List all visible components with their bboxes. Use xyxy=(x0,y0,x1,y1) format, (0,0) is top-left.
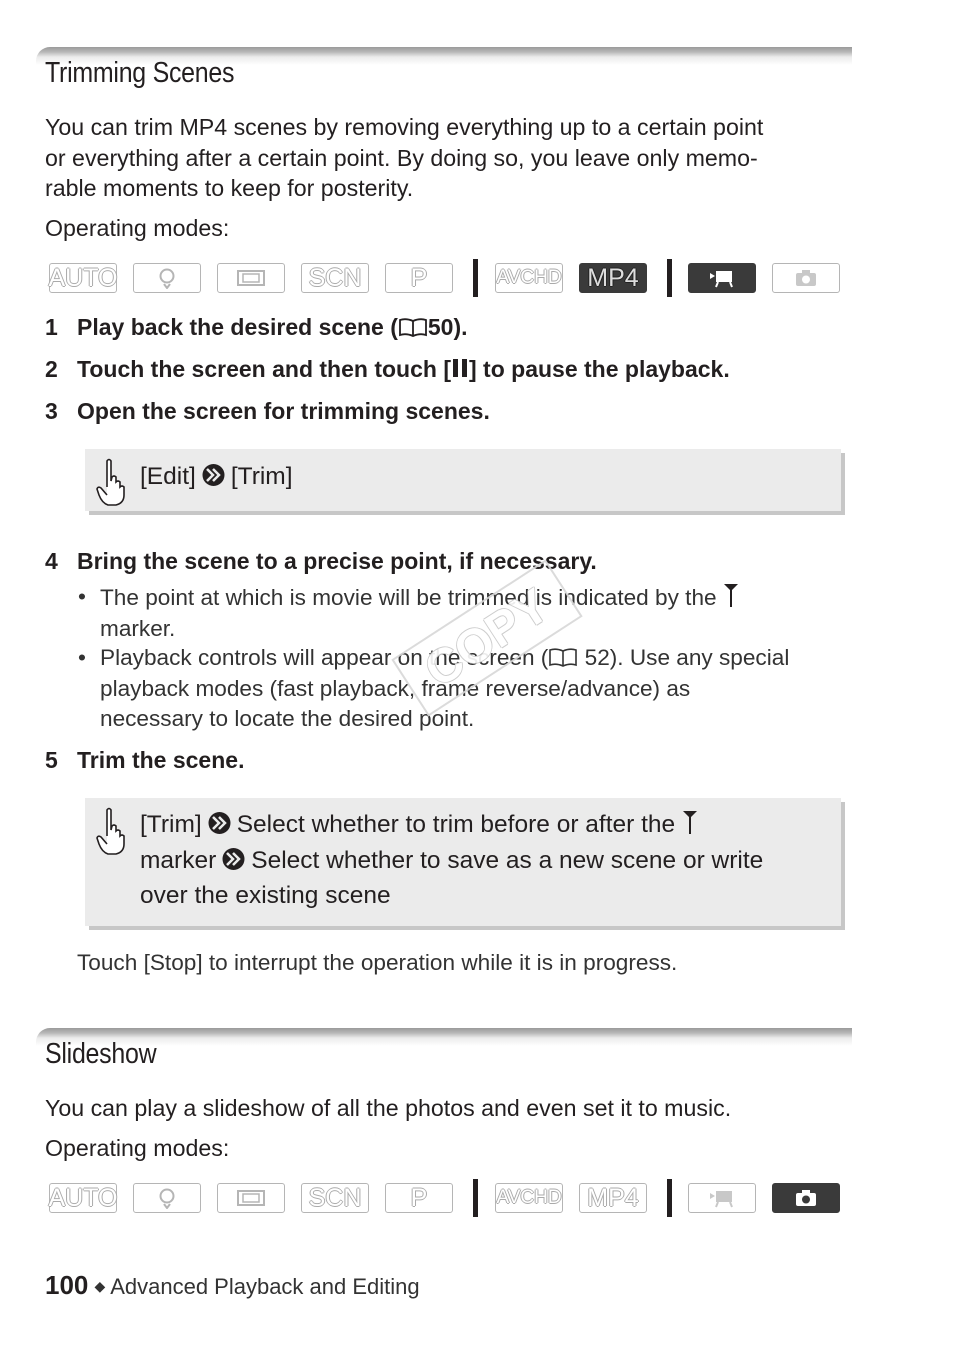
section-title-slideshow: Slideshow xyxy=(45,1038,157,1070)
bullet-text: playback modes (fast playback, frame reverse/advance) as xyxy=(100,675,691,701)
operating-modes-label: Operating modes: xyxy=(45,1135,230,1161)
bullet-dot: • xyxy=(78,645,86,670)
trim-marker-icon xyxy=(723,582,739,608)
section-divider xyxy=(36,1028,852,1046)
bullet-text: Playback controls will appear on the screen ( xyxy=(100,645,549,670)
step-2 xyxy=(45,356,730,383)
mode-avchd: AVCHD xyxy=(495,263,563,293)
movie-playback-icon xyxy=(688,1183,756,1213)
trim-marker-icon xyxy=(682,809,698,835)
menu-path xyxy=(140,807,840,914)
menu-text: Select whether to save as a new scene or write xyxy=(251,846,764,874)
diamond-icon: ◆ xyxy=(94,1278,106,1294)
book-icon xyxy=(398,317,428,337)
menu-text: marker xyxy=(140,846,217,874)
menu-path xyxy=(140,459,840,495)
mode-separator xyxy=(667,259,672,297)
step-text: Touch the screen and then touch [ xyxy=(77,356,451,382)
step-text: ). xyxy=(453,314,468,340)
step-1 xyxy=(45,314,468,341)
chapter-title: Advanced Playback and Editing xyxy=(110,1274,420,1299)
mode-mp4: MP4 xyxy=(579,1183,647,1213)
step-4 xyxy=(45,548,597,575)
section-title-trimming: Trimming Scenes xyxy=(45,57,235,89)
mode-separator xyxy=(473,1179,478,1217)
mode-mp4: MP4 xyxy=(579,263,647,293)
mode-p: P xyxy=(385,1183,453,1213)
page-footer xyxy=(45,1270,420,1301)
step-text: Open the screen for trimming scenes. xyxy=(77,398,490,424)
step-3 xyxy=(45,398,490,425)
bullet-text: The point at which is movie will be trimmed is indicated by the xyxy=(100,585,717,610)
page-reference: 52 xyxy=(584,645,610,670)
cinema-icon xyxy=(217,1183,285,1213)
intro-line: rable moments to keep for posterity. xyxy=(45,175,414,201)
baby-icon xyxy=(133,263,201,293)
menu-text: over the existing scene xyxy=(140,882,391,909)
intro-paragraph: You can play a slideshow of all the photos and even set it to music. xyxy=(45,1095,732,1121)
mode-auto: AUTO xyxy=(48,263,118,292)
menu-edit: [Edit] xyxy=(140,463,196,490)
step-number: 1 xyxy=(45,314,58,340)
step-text: Trim the scene. xyxy=(77,747,245,773)
menu-trim: [Trim] xyxy=(230,463,293,490)
step-number: 3 xyxy=(45,398,58,424)
intro-paragraph xyxy=(45,112,855,204)
cinema-icon xyxy=(217,263,285,293)
bullet-text: marker. xyxy=(100,615,176,641)
step-text: Bring the scene to a precise point, if necessary. xyxy=(77,548,597,574)
mode-separator xyxy=(473,259,478,297)
double-arrow-icon xyxy=(206,811,233,835)
intro-line: You can trim MP4 scenes by removing everything up to a certain point xyxy=(45,114,764,140)
touch-hand-icon xyxy=(96,806,126,856)
operating-modes-label: Operating modes: xyxy=(45,215,230,241)
photo-playback-icon xyxy=(772,1183,840,1213)
bullet-text: necessary to locate the desired point. xyxy=(100,706,475,732)
page-reference: 50 xyxy=(427,314,454,340)
bullet-dot: • xyxy=(78,584,86,609)
mode-p: P xyxy=(385,263,453,293)
book-icon xyxy=(548,647,578,667)
step-number: 4 xyxy=(45,548,58,574)
menu-text: Select whether to trim before or after the xyxy=(236,811,676,838)
menu-box-edit-trim xyxy=(85,449,841,511)
photo-playback-icon xyxy=(772,263,840,293)
menu-trim: [Trim] xyxy=(140,811,202,838)
mode-avchd: AVCHD xyxy=(495,1183,563,1213)
page-number: 100 xyxy=(45,1270,89,1300)
bullet-text: ). Use any special xyxy=(609,645,790,670)
intro-line: or everything after a certain point. By doing so, you leave only memo- xyxy=(45,144,758,171)
note-text: Touch [Stop] to interrupt the operation while it is in progress. xyxy=(77,950,678,975)
step-number: 2 xyxy=(45,356,58,382)
baby-icon xyxy=(133,1183,201,1213)
pause-icon xyxy=(451,357,469,379)
menu-box-trim xyxy=(85,798,841,926)
touch-hand-icon xyxy=(96,457,126,507)
step-5 xyxy=(45,747,244,774)
mode-auto: AUTO xyxy=(48,1183,118,1212)
movie-playback-icon xyxy=(688,263,756,293)
mode-scn: SCN xyxy=(301,263,369,293)
mode-scn: SCN xyxy=(301,1183,369,1213)
double-arrow-icon xyxy=(200,463,227,487)
double-arrow-icon xyxy=(220,847,247,871)
step-text: ] to pause the playback. xyxy=(469,356,730,382)
copy-watermark: COPY xyxy=(391,559,582,716)
mode-separator xyxy=(667,1179,672,1217)
step-text: Play back the desired scene ( xyxy=(77,314,398,340)
step-number: 5 xyxy=(45,747,58,773)
